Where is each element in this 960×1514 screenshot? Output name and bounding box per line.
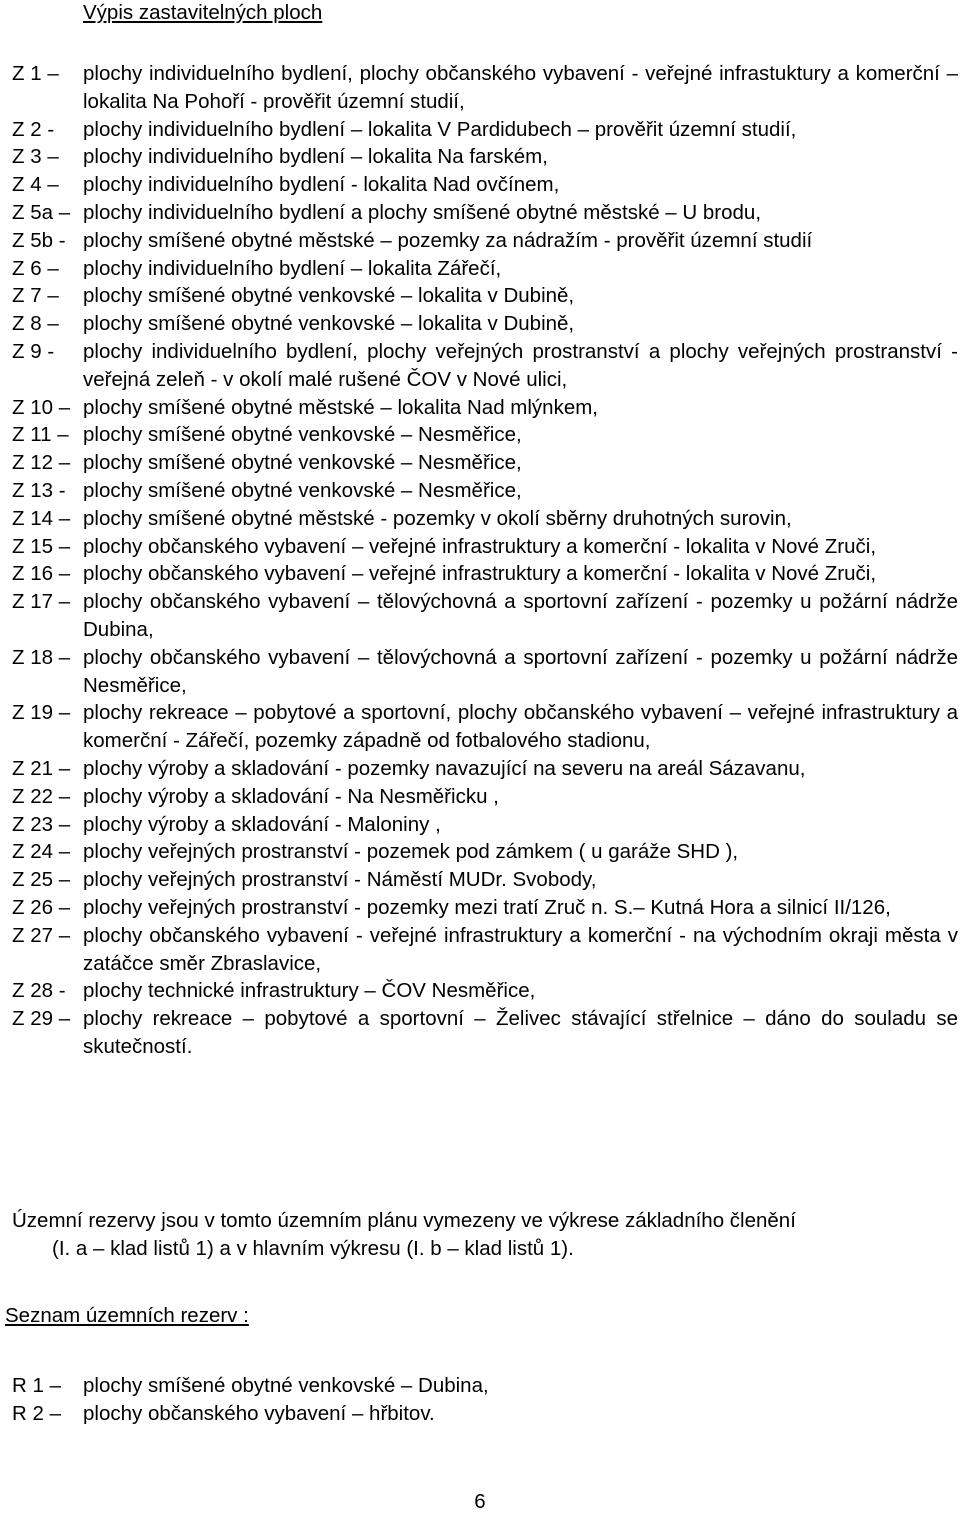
item-text: plochy individuelního bydlení, plochy veřejných prostranství a plochy veřejných prostranství - veřejná zeleň - v okolí malé rušené ČOV v Nové ulici, bbox=[83, 339, 958, 391]
item-text: plochy občanského vybavení - veřejné infrastruktury a komerční - na východním okraji města v zatáčce směr Zbraslavice, bbox=[83, 923, 958, 975]
item-code: Z 29 – bbox=[12, 1007, 71, 1031]
item-text: plochy smíšené obytné venkovské – lokalita v Dubině, bbox=[83, 284, 575, 308]
item-code: Z 23 – bbox=[12, 812, 71, 836]
item-text: plochy smíšené obytné venkovské – Nesměřice, bbox=[83, 451, 522, 475]
list-item bbox=[12, 1400, 958, 1428]
item-code: Z 2 - bbox=[12, 117, 55, 141]
item-code: Z 7 – bbox=[12, 284, 59, 308]
item-code: Z 15 – bbox=[12, 534, 71, 558]
item-text: plochy individuelního bydlení – lokalita Na farském, bbox=[83, 145, 548, 169]
list-item bbox=[12, 644, 958, 700]
list-item bbox=[12, 866, 958, 894]
item-text: plochy smíšené obytné městské - pozemky v okolí sběrny druhotných surovin, bbox=[83, 506, 792, 530]
item-code: Z 11 – bbox=[12, 423, 69, 447]
item-code: Z 1 – bbox=[12, 62, 59, 85]
list-item bbox=[12, 338, 958, 394]
item-text: plochy občanského vybavení – hřbitov. bbox=[83, 1402, 435, 1425]
section-heading: Výpis zastavitelných ploch bbox=[83, 1, 323, 24]
paragraph-line: (I. a – klad listů 1) a v hlavním výkresu (I. b – klad listů 1). bbox=[52, 1237, 574, 1260]
list-item bbox=[12, 560, 958, 588]
list-item bbox=[12, 477, 958, 505]
item-code: Z 24 – bbox=[12, 840, 71, 864]
item-code: Z 18 – bbox=[12, 645, 71, 669]
item-code: Z 9 - bbox=[12, 339, 55, 363]
list-item bbox=[12, 394, 958, 422]
reserves-paragraph bbox=[12, 1207, 958, 1263]
list-item bbox=[12, 60, 958, 116]
item-code: Z 28 - bbox=[12, 979, 66, 1003]
item-text: plochy veřejných prostranství - pozemky mezi tratí Zruč n. S.– Kutná Hora a silnicí II/126, bbox=[83, 895, 891, 919]
item-code: Z 4 – bbox=[12, 173, 59, 197]
item-text: plochy rekreace – pobytové a sportovní, plochy občanského vybavení – veřejné infrastruktury a komerční - Zářečí, pozemky západně od fotbalového stadionu, bbox=[83, 701, 958, 753]
item-text: plochy smíšené obytné venkovské – Nesměřice, bbox=[83, 423, 522, 447]
list-item bbox=[12, 755, 958, 783]
item-text: plochy individuelního bydlení - lokalita Nad ovčínem, bbox=[83, 173, 560, 197]
list-item bbox=[12, 894, 958, 922]
item-text: plochy občanského vybavení – veřejné infrastruktury a komerční - lokalita v Nové Zruči, bbox=[83, 534, 877, 558]
list-item bbox=[12, 505, 958, 533]
page-number: 6 bbox=[474, 1490, 486, 1513]
list-item bbox=[12, 199, 958, 227]
list-item bbox=[12, 255, 958, 283]
item-text: plochy individuelního bydlení – lokalita Zářečí, bbox=[83, 256, 502, 280]
item-text: plochy občanského vybavení – tělovýchovná a sportovní zařízení - pozemky u požární nádrže Dubina, bbox=[83, 590, 958, 641]
item-text: plochy individuelního bydlení a plochy smíšené obytné městské – U brodu, bbox=[83, 200, 762, 224]
paragraph-line: Územní rezervy jsou v tomto územním plánu vymezeny ve výkrese základního členění bbox=[12, 1209, 796, 1232]
item-code: Z 6 – bbox=[12, 256, 59, 280]
item-code: Z 25 – bbox=[12, 868, 71, 892]
item-text: plochy smíšené obytné městské – lokalita Nad mlýnkem, bbox=[83, 395, 599, 419]
item-text: plochy smíšené obytné venkovské – Dubina, bbox=[83, 1374, 489, 1397]
list-item bbox=[12, 1372, 958, 1400]
item-text: plochy veřejných prostranství - Náměstí MUDr. Svobody, bbox=[83, 868, 597, 892]
item-code: Z 12 – bbox=[12, 451, 71, 475]
item-code: R 1 – bbox=[12, 1374, 61, 1397]
item-code: Z 17 – bbox=[12, 590, 71, 614]
item-code: Z 14 – bbox=[12, 506, 71, 530]
item-code: Z 19 – bbox=[12, 701, 71, 725]
item-text: plochy smíšené obytné venkovské – Nesměřice, bbox=[83, 478, 522, 502]
item-code: Z 27 – bbox=[12, 923, 71, 947]
list-item bbox=[12, 227, 958, 255]
item-text: plochy individuelního bydlení, plochy občanského vybavení - veřejné infrastuktury a komerční – lokalita Na Pohoří - prověřit územní studií, bbox=[83, 62, 958, 113]
list-item bbox=[12, 171, 958, 199]
item-code: Z 22 – bbox=[12, 784, 71, 808]
item-code: Z 5b - bbox=[12, 228, 66, 252]
reserves-heading: Seznam územních rezerv : bbox=[5, 1304, 249, 1327]
item-text: plochy občanského vybavení – veřejné infrastruktury a komerční - lokalita v Nové Zruči, bbox=[83, 562, 877, 586]
list-item bbox=[12, 699, 958, 755]
item-code: Z 13 - bbox=[12, 478, 66, 502]
item-code: Z 26 – bbox=[12, 895, 71, 919]
item-code: Z 21 – bbox=[12, 756, 71, 780]
zones-list bbox=[12, 60, 958, 1061]
item-code: Z 16 – bbox=[12, 562, 71, 586]
item-text: plochy občanského vybavení – tělovýchovná a sportovní zařízení - pozemky u požární nádrže Nesměřice, bbox=[83, 645, 958, 697]
list-item bbox=[12, 783, 958, 811]
item-text: plochy výroby a skladování - Na Nesměřicku , bbox=[83, 784, 499, 808]
list-item bbox=[12, 421, 958, 449]
list-item bbox=[12, 811, 958, 839]
list-item bbox=[12, 310, 958, 338]
list-item bbox=[12, 143, 958, 171]
item-code: Z 8 – bbox=[12, 312, 59, 336]
item-text: plochy smíšené obytné městské – pozemky za nádražím - prověřit územní studií bbox=[83, 228, 813, 252]
list-item bbox=[12, 1005, 958, 1061]
item-code: Z 10 – bbox=[12, 395, 71, 419]
list-item bbox=[12, 116, 958, 144]
list-item bbox=[12, 838, 958, 866]
item-text: plochy individuelního bydlení – lokalita V Pardidubech – prověřit územní studií, bbox=[83, 117, 797, 141]
item-text: plochy rekreace – pobytové a sportovní – Želivec stávající střelnice – dáno do souladu se skutečností. bbox=[83, 1007, 958, 1058]
list-item bbox=[12, 922, 958, 978]
item-code: Z 5a – bbox=[12, 200, 71, 224]
item-text: plochy smíšené obytné venkovské – lokalita v Dubině, bbox=[83, 312, 575, 336]
item-text: plochy veřejných prostranství - pozemek pod zámkem ( u garáže SHD ), bbox=[83, 840, 739, 864]
list-item bbox=[12, 533, 958, 561]
list-item bbox=[12, 282, 958, 310]
reserves-list bbox=[12, 1372, 958, 1428]
item-text: plochy výroby a skladování - Maloniny , bbox=[83, 812, 441, 836]
item-text: plochy technické infrastruktury – ČOV Nesměřice, bbox=[83, 979, 536, 1003]
item-code: R 2 – bbox=[12, 1402, 61, 1425]
list-item bbox=[12, 588, 958, 644]
list-item bbox=[12, 977, 958, 1005]
list-item bbox=[12, 449, 958, 477]
item-text: plochy výroby a skladování - pozemky navazující na severu na areál Sázavanu, bbox=[83, 756, 806, 780]
item-code: Z 3 – bbox=[12, 145, 59, 169]
